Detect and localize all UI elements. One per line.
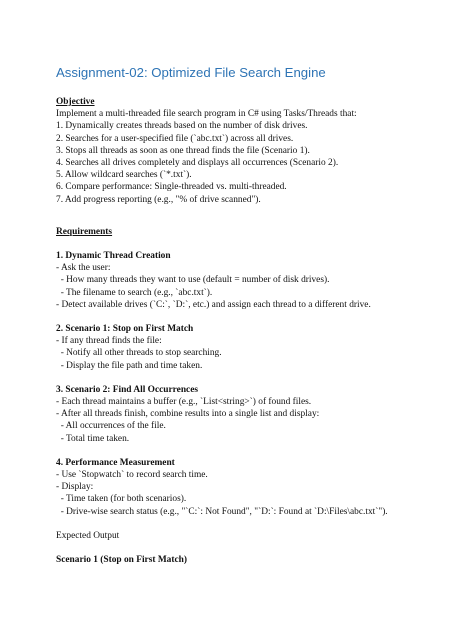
objective-line: 1. Dynamically creates threads based on the number of disk drives.: [56, 121, 308, 132]
section-heading: 4. Performance Measurement: [56, 457, 175, 468]
section-line: - If any thread finds the file:: [56, 336, 162, 347]
section-line: - Display:: [56, 482, 94, 493]
objective-line: 3. Stops all threads as soon as one thread finds the file (Scenario 1).: [56, 145, 310, 156]
section-heading: 3. Scenario 2: Find All Occurrences: [56, 384, 198, 395]
section-heading: 1. Dynamic Thread Creation: [56, 251, 171, 262]
section-line: - Use `Stopwatch` to record search time.: [56, 470, 208, 481]
section-line: - Each thread maintains a buffer (e.g., `List<string>`) of found files.: [56, 397, 312, 408]
section-line: - Total time taken.: [56, 433, 130, 444]
section-line: - After all threads finish, combine results into a single list and display:: [56, 409, 320, 420]
section-line: - Ask the user:: [56, 263, 111, 274]
scenario1-heading: Scenario 1 (Stop on First Match): [56, 555, 187, 566]
objective-line: 4. Searches all drives completely and displays all occurrences (Scenario 2).: [56, 158, 339, 169]
objective-line: 7. Add progress reporting (e.g., "% of drive scanned").: [56, 194, 261, 205]
document-page: [56, 64, 456, 566]
section-line: - Drive-wise search status (e.g., "`C:`: Not Found", "`D:`: Found at `D:\Files\abc.txt`").: [56, 506, 388, 517]
objective-line: Implement a multi-threaded file search program in C# using Tasks/Threads that:: [56, 109, 357, 120]
section-line: - Time taken (for both scenarios).: [56, 494, 187, 505]
objective-line: 2. Searches for a user-specified file (`abc.txt`) across all drives.: [56, 133, 294, 144]
expected-output-label: Expected Output: [56, 530, 120, 541]
section-line: - All occurrences of the file.: [56, 421, 166, 432]
requirements-heading: Requirements: [56, 226, 113, 237]
objective-line: 6. Compare performance: Single-threaded vs. multi-threaded.: [56, 182, 287, 193]
section-line: - How many threads they want to use (default = number of disk drives).: [56, 275, 330, 286]
section-line: - Notify all other threads to stop searching.: [56, 348, 222, 359]
section-line: - Detect available drives (`C:`, `D:`, etc.) and assign each thread to a different drive.: [56, 299, 371, 310]
section-line: - The filename to search (e.g., `abc.txt`).: [56, 287, 213, 298]
section-heading: 2. Scenario 1: Stop on First Match: [56, 324, 194, 335]
objective-line: 5. Allow wildcard searches (`*.txt`).: [56, 170, 192, 181]
section-line: - Display the file path and time taken.: [56, 360, 203, 371]
objective-heading: Objective: [56, 97, 95, 107]
document-title: Assignment-02: Optimized File Search Engine: [56, 65, 326, 80]
